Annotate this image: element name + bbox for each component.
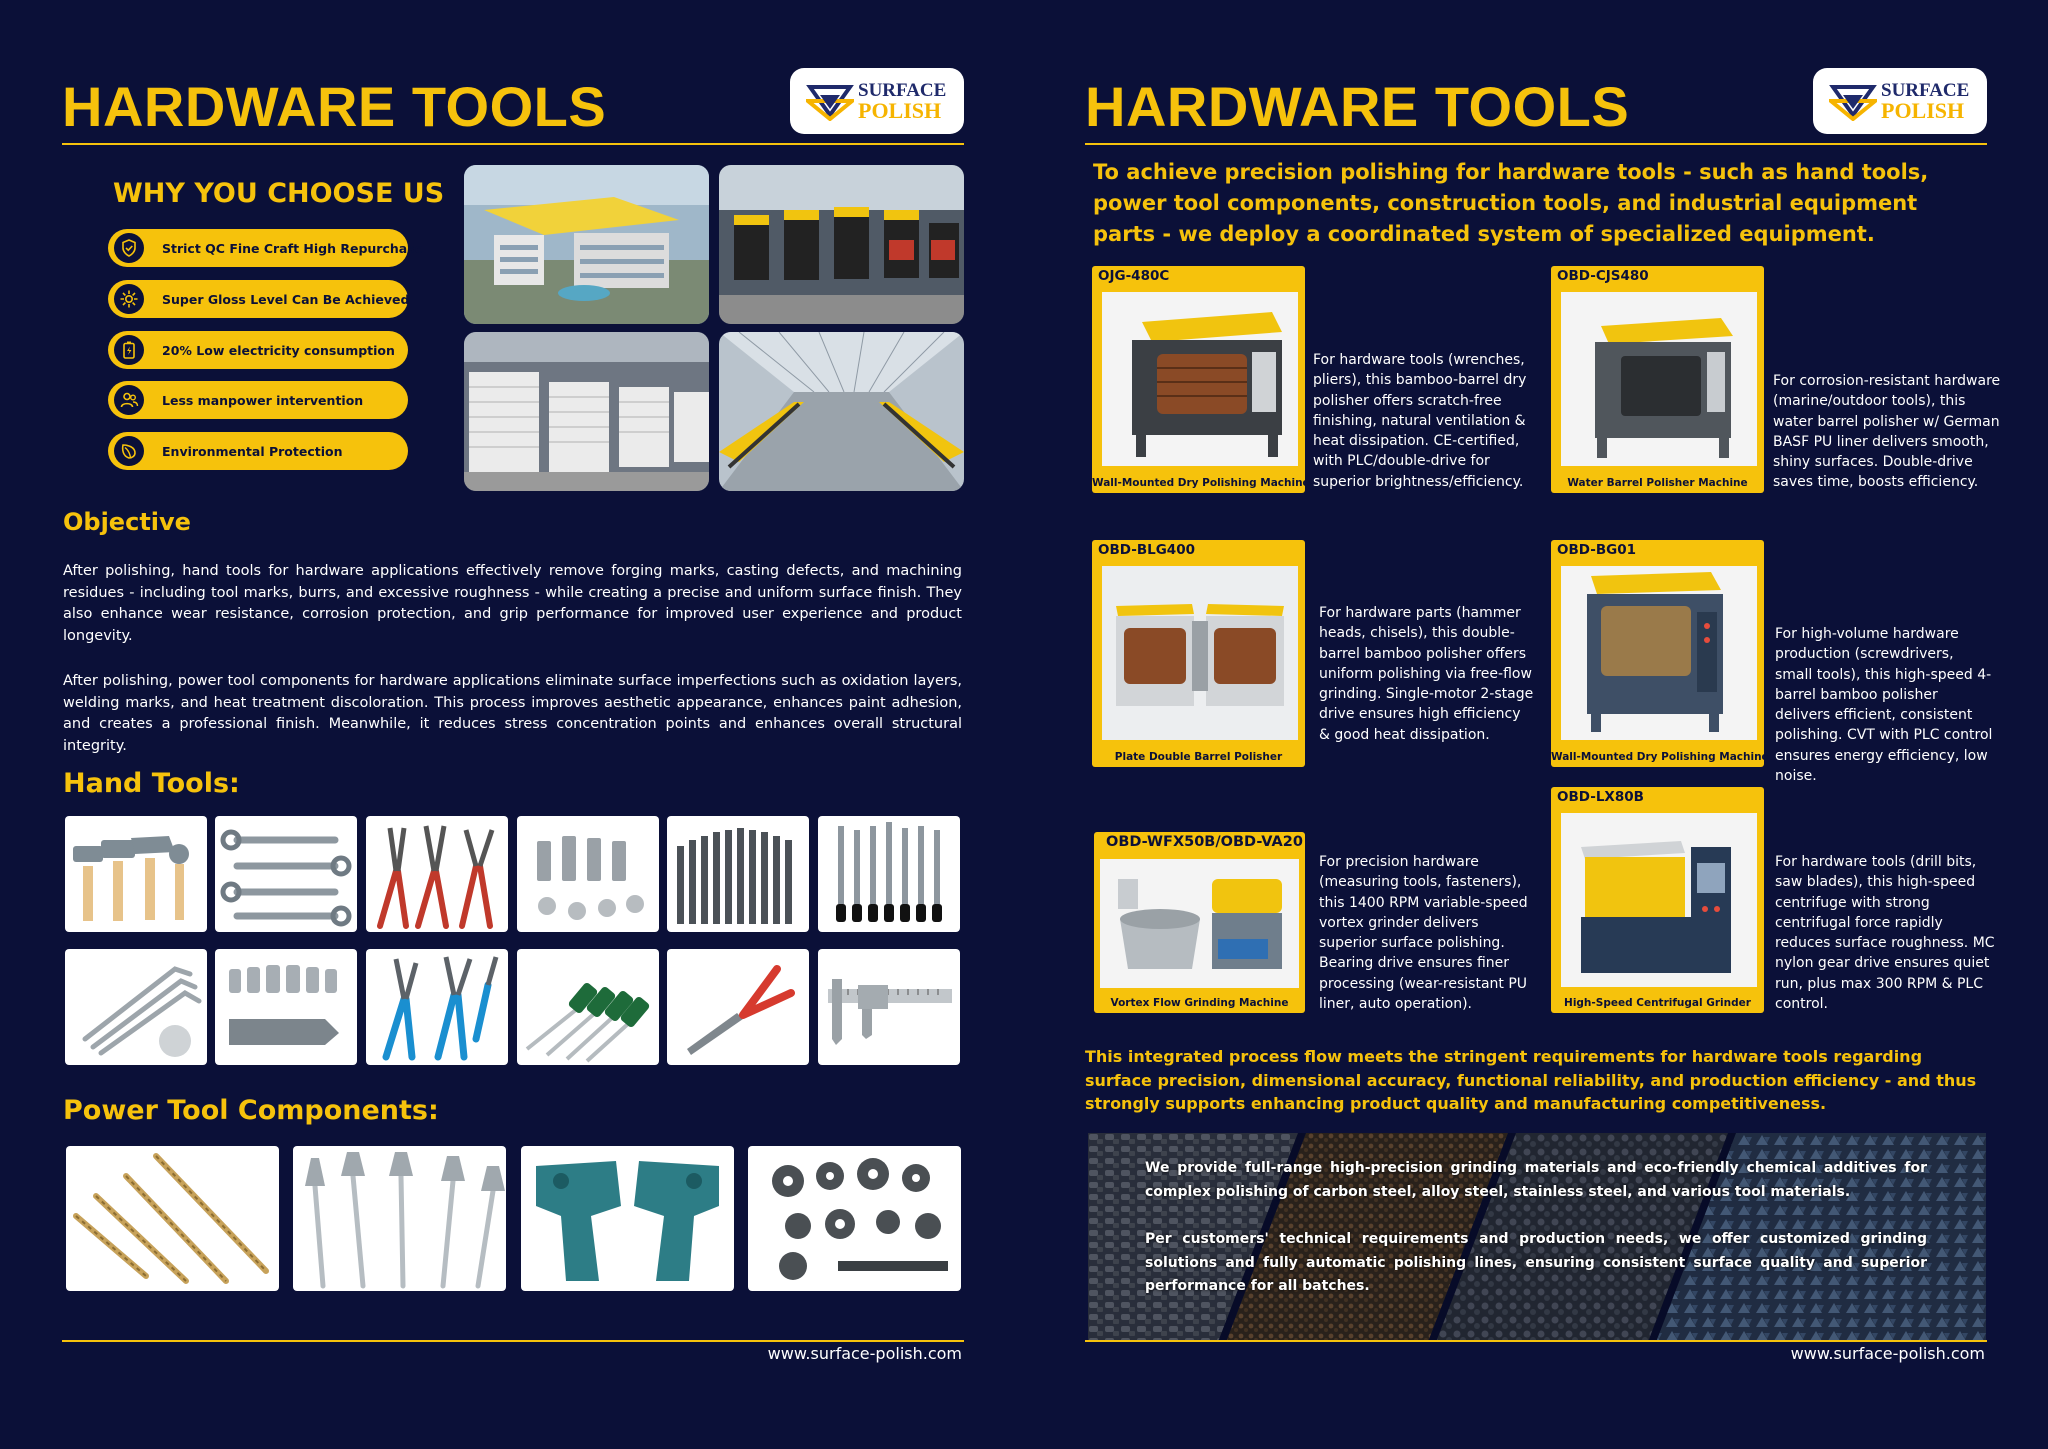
- hand-tool-adjustable-pliers: [366, 949, 508, 1065]
- why-item-manpower: [108, 381, 408, 419]
- power-tools-heading: Power Tool Components:: [63, 1095, 439, 1126]
- machine-card-ojg-480c: [1092, 266, 1310, 493]
- objective-p2-lead: After polishing,: [63, 673, 178, 689]
- materials-banner: [1088, 1133, 1986, 1342]
- banner-paragraph-1: We provide full-range high-precision grinding materials and eco-friendly chemical additives for complex polishing of carbon steel, alloy steel, stainless steel, and various tool materials.: [1145, 1160, 1927, 1200]
- power-component-drill-housings: [521, 1146, 734, 1291]
- objective-paragraph-1: [63, 561, 962, 647]
- hand-tool-pliers: [366, 816, 508, 932]
- machine-caption: Plate Double Barrel Polisher: [1114, 751, 1283, 763]
- objective-p1-body: for hardware applications effectively remove forging marks, casting defects, and machining residues - including tool marks, burrs, and excessive roughness - while creating a precise and uniform surface finish. They also enhance wear resistance, corrosion protection, and grip performance for improved user experience and product longevity.: [63, 563, 963, 644]
- machine-desc-obd-cjs480: For corrosion-resistant hardware (marine/outdoor tools), this water barrel polisher w/ German BASF PU liner delivers smooth, shiny surfaces. Double-drive saves time, boosts efficiency.: [1773, 373, 2001, 491]
- machine-card-obd-lx80b: [1551, 787, 1764, 1013]
- power-component-spade-bits: [293, 1146, 506, 1291]
- machine-card-obd-blg400: [1092, 540, 1305, 767]
- hand-tool-tin-snips: [667, 949, 809, 1065]
- objective-heading: Objective: [63, 508, 191, 536]
- left-footer-divider: [62, 1340, 964, 1342]
- machine-desc-obd-bg01: For high-volume hardware production (screwdrivers, small tools), this high-speed 4-barrel bamboo polisher delivers efficient, consistent polishing. CVT with PLC control ensures energy efficiency, low noise.: [1775, 626, 1993, 785]
- power-component-gears: [748, 1146, 961, 1291]
- hand-tool-chisels: [667, 816, 809, 932]
- machine-model: OBD-CJS480: [1557, 268, 1649, 284]
- why-item-label: Less manpower intervention: [162, 392, 364, 408]
- shield-check-icon: [114, 233, 144, 263]
- machine-photo: [1561, 566, 1757, 740]
- machine-desc-obd-lx80b: For hardware tools (drill bits, saw blades), this high-speed centrifuge with strong centrifugal force rapidly reduces surface roughness. MC nylon gear drive ensures quiet run, plus max 300 RPM & PLC control.: [1775, 854, 1995, 1013]
- hand-tool-caliper: [818, 949, 960, 1065]
- objective-p1-keyword: hand tools: [182, 563, 262, 579]
- objective-p2-keyword: power tool components: [177, 673, 350, 689]
- hand-tool-socket-set: [215, 949, 357, 1065]
- machine-photo: [1100, 859, 1299, 988]
- machine-photo: [1561, 292, 1757, 466]
- left-title-divider: [62, 143, 964, 145]
- logo-line1: SURFACE: [1881, 79, 1970, 101]
- machine-caption: Water Barrel Polisher Machine: [1567, 477, 1748, 489]
- machine-model: OBD-BLG400: [1098, 542, 1195, 558]
- production-line-photo: [719, 165, 964, 324]
- hand-tool-wrenches: [215, 816, 357, 932]
- surface-polish-logo: [790, 68, 964, 134]
- hand-tool-screwdrivers: [517, 949, 659, 1065]
- machine-card-obd-wfx50b: [1094, 832, 1305, 1013]
- machine-photo: [1102, 292, 1298, 466]
- objective-paragraph-2: [63, 671, 962, 757]
- hand-tool-files: [818, 816, 960, 932]
- left-page-title: HARDWARE TOOLS: [62, 75, 607, 138]
- banner-paragraph-2: Per customers' technical requirements and production needs, we offer customized grinding solutions and fully automatic polishing lines, ensuring consistent surface quality and superior performance for all batches.: [1145, 1231, 1927, 1294]
- machine-caption: Wall-Mounted Dry Polishing Machine: [1092, 477, 1310, 489]
- warehouse-sacks-photo: [464, 332, 709, 491]
- hand-tool-hex-keys: [65, 949, 207, 1065]
- left-footer-website[interactable]: www.surface-polish.com: [767, 1344, 962, 1363]
- sparkle-icon: [114, 284, 144, 314]
- logo-line2: POLISH: [1881, 97, 1965, 123]
- why-item-electricity: [108, 331, 408, 369]
- surface-polish-emblem-icon: [806, 81, 854, 121]
- why-item-gloss: [108, 280, 408, 318]
- objective-p2-body: for hardware applications eliminate surface imperfections such as oxidation layers, welding marks, and heat treatment discoloration. This process improves aesthetic appearance, enhances paint adhesion, and creates a professional finish. Meanwhile, it reduces stress concentration points and enhances overall structural integrity.: [63, 673, 962, 754]
- machine-card-obd-cjs480: [1551, 266, 1764, 493]
- machine-model: OBD-LX80B: [1557, 789, 1644, 805]
- hand-tools-heading: Hand Tools:: [63, 768, 240, 799]
- right-title-divider: [1085, 143, 1987, 145]
- intro-text: To achieve precision polishing for hardware tools - such as hand tools, power tool components, construction tools, and industrial equipment parts - we deploy a coordinated system of specialized equipment.: [1093, 160, 1929, 246]
- people-icon: [114, 385, 144, 415]
- machine-model: OBD-WFX50B/OBD-VA20: [1106, 834, 1303, 850]
- machine-model: OBD-BG01: [1557, 542, 1636, 558]
- why-item-label: Environmental Protection: [162, 443, 343, 459]
- conclusion-text: This integrated process flow meets the stringent requirements for hardware tools regarding surface precision, dimensional accuracy, functional reliability, and production efficiency - and thus strongly supports enhancing product quality and manufacturing competitiveness.: [1085, 1047, 1977, 1113]
- hand-tool-bits: [517, 816, 659, 932]
- leaf-icon: [114, 436, 144, 466]
- hand-tool-hammers: [65, 816, 207, 932]
- machine-desc-obd-blg400: For hardware parts (hammer heads, chisels), this double-barrel bamboo polisher offers uniform polishing via free-flow grinding. Single-motor 2-stage drive ensures high efficiency & good heat dissipation.: [1319, 605, 1534, 743]
- machine-caption: Vortex Flow Grinding Machine: [1110, 997, 1289, 1009]
- machine-desc-obd-wfx50b: For precision hardware (measuring tools, fasteners), this 1400 RPM variable-speed vortex grinder delivers superior surface polishing. Bearing drive ensures finer processing (wear-resistant PU liner, auto operation).: [1319, 854, 1528, 1013]
- logo-line1: SURFACE: [858, 79, 947, 101]
- right-page-title: HARDWARE TOOLS: [1085, 75, 1630, 138]
- why-choose-us-heading: WHY YOU CHOOSE US: [113, 178, 445, 209]
- battery-bolt-icon: [114, 335, 144, 365]
- right-footer-website[interactable]: www.surface-polish.com: [1790, 1344, 1985, 1363]
- surface-polish-emblem-icon: [1829, 81, 1877, 121]
- objective-p1-lead: After polishing,: [63, 563, 183, 579]
- machine-photo: [1561, 813, 1757, 987]
- why-item-label: 20% Low electricity consumption: [162, 342, 395, 358]
- why-item-qc: [108, 229, 424, 267]
- machine-photo: [1102, 566, 1298, 740]
- machine-caption: High-Speed Centrifugal Grinder: [1564, 997, 1751, 1009]
- machine-desc-ojg-480c: For hardware tools (wrenches, pliers), this bamboo-barrel dry polisher offers scratch-free finishing, natural ventilation & heat dissipation. CE-certified, with PLC/double-drive for superior brightness/efficiency.: [1313, 352, 1527, 490]
- machine-caption: Wall-Mounted Dry Polishing Machine: [1551, 751, 1769, 763]
- why-item-label: Super Gloss Level Can Be Achieved: [162, 291, 410, 307]
- machine-card-obd-bg01: [1551, 540, 1769, 767]
- power-component-drill-bits: [66, 1146, 279, 1291]
- logo-line2: POLISH: [858, 97, 942, 123]
- factory-aerial-photo: [464, 165, 709, 324]
- workshop-hall-photo: [719, 332, 964, 491]
- why-item-environment: [108, 432, 408, 470]
- right-footer-divider: [1085, 1340, 1987, 1342]
- why-item-label: Strict QC Fine Craft High Repurchase: [162, 240, 424, 256]
- machine-model: OJG-480C: [1098, 268, 1170, 284]
- surface-polish-logo: [1813, 68, 1987, 134]
